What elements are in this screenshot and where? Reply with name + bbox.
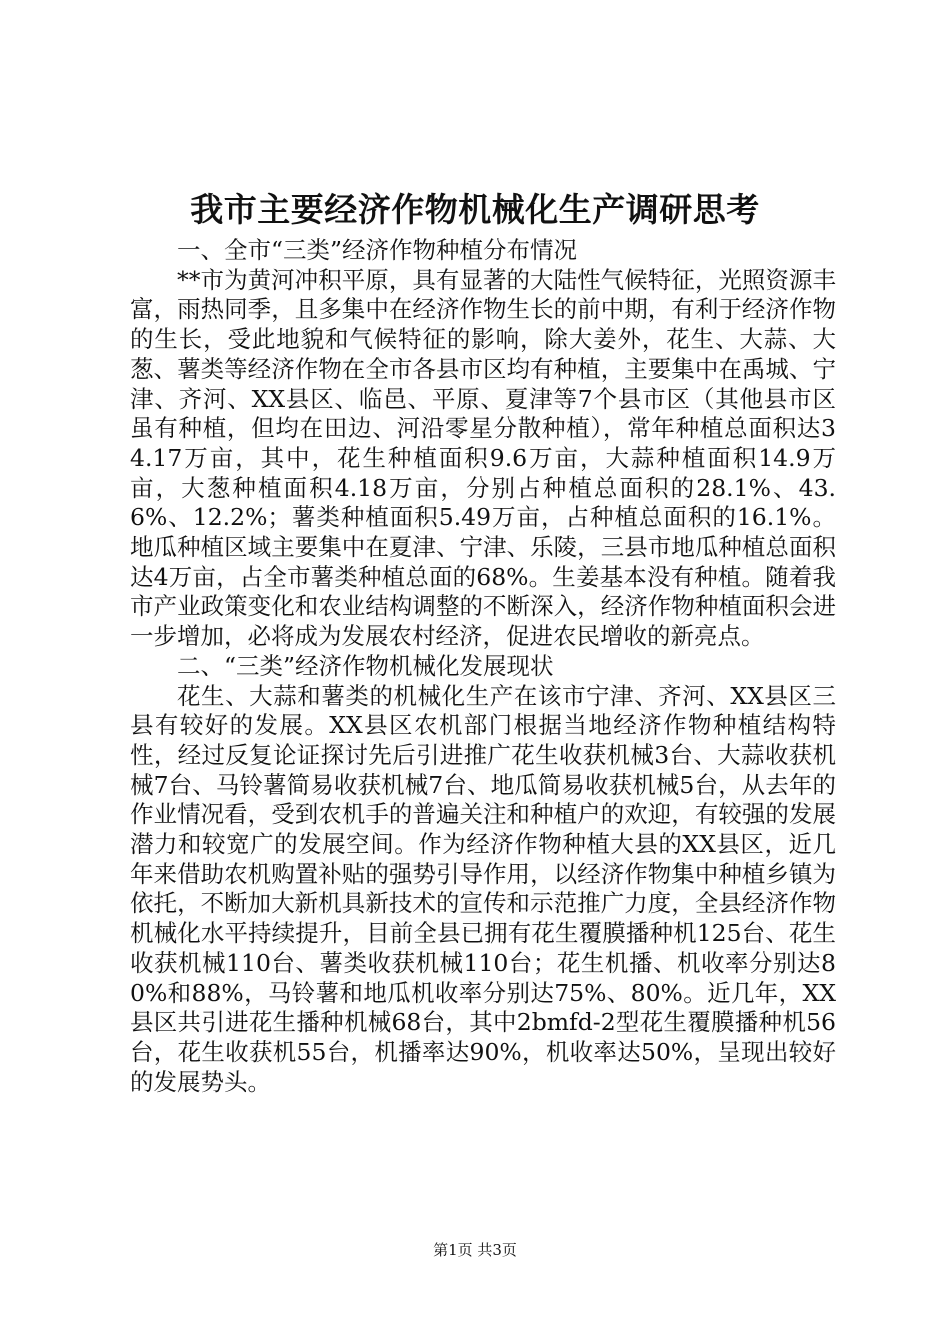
page-number-footer: 第1页 共3页 <box>433 1241 517 1259</box>
body-paragraph-1: **市为黄河冲积平原，具有显著的大陆性气候特征，光照资源丰富，雨热同季，且多集中在经济作物生长的前中期，有利于经济作物的生长，受此地貌和气候特征的影响，除大姜外，花生、大蒜、大葱、薯类等经济作物在全市各县市区均有种植，主要集中在禹城、宁津、齐河、XX县区、临邑、平原、夏津等7个县市区（其他县市区虽有种植，但均在田边、河沿零星分散种植），常年种植总面积达34.17万亩，其中，花生种植面积9.6万亩，大蒜种植面积14.9万亩，大葱种植面积4.18万亩，分别占种植总面积的28.1%、43.6%、12.2%；薯类种植面积5.49万亩，占种植总面积的16.1%。地瓜种植区域主要集中在夏津、宁津、乐陵，三县市地瓜种植总面积达4万亩，占全市薯类种植总面的68%。生姜基本没有种植。随着我市产业政策变化和农业结构调整的不断深入，经济作物种植面积会进一步增加，必将成为发展农村经济，促进农民增收的新亮点。 <box>130 265 836 651</box>
document-body <box>130 236 836 1097</box>
document-title: 我市主要经济作物机械化生产调研思考 <box>190 190 760 229</box>
body-paragraph-2: 花生、大蒜和薯类的机械化生产在该市宁津、齐河、XX县区三县有较好的发展。XX县区农机部门根据当地经济作物种植结构特性，经过反复论证探讨先后引进推广花生收获机械3台、大蒜收获机械7台、马铃薯简易收获机械7台、地瓜简易收获机械5台，从去年的作业情况看，受到农机手的普遍关注和种植户的欢迎，有较强的发展潜力和较宽广的发展空间。作为经济作物种植大县的XX县区，近几年来借助农机购置补贴的强势引导作用，以经济作物集中种植乡镇为依托，不断加大新机具新技术的宣传和示范推广力度，全县经济作物机械化水平持续提升，目前全县已拥有花生覆膜播种机125台、花生收获机械110台、薯类收获机械110台；花生机播、机收率分别达80%和88%，马铃薯和地瓜机收率分别达75%、80%。近几年，XX县区共引进花生播种机械68台，其中2bmfd-2型花生覆膜播种机56台，花生收获机55台，机播率达90%，机收率达50%，呈现出较好的发展势头。 <box>130 681 836 1096</box>
section-heading-1: 一、全市“三类”经济作物种植分布情况 <box>177 236 578 264</box>
section-heading-2: 二、“三类”经济作物机械化发展现状 <box>177 651 554 680</box>
